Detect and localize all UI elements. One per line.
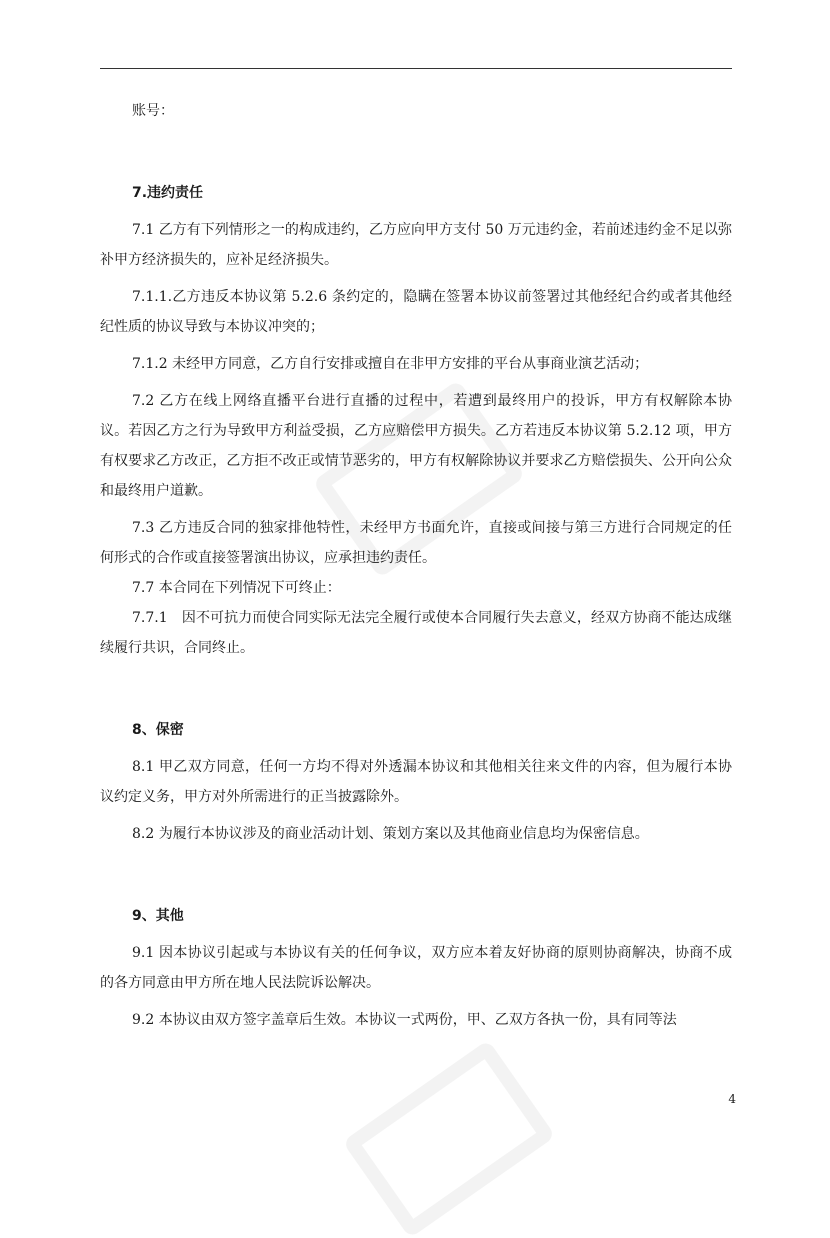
clause-7-2: 7.2 乙方在线上网络直播平台进行直播的过程中，若遭到最终用户的投诉，甲方有权解除本协议。若因乙方之行为导致甲方利益受损，乙方应赔偿甲方损失。乙方若违反本协议第 5.2.12 项，甲方有权要求乙方改正，乙方拒不改正或情节恶劣的，甲方有权解除协议并要求乙方赔偿损失、公开向公众和最终用户道歉。 [100, 393, 732, 499]
clause-9-2: 9.2 本协议由双方签字盖章后生效。本协议一式两份，甲、乙双方各执一份，具有同等法 [132, 1012, 677, 1028]
section-heading-7: 7.违约责任 [132, 185, 204, 201]
clause-7-1-2: 7.1.2 未经甲方同意，乙方自行安排或擅自在非甲方安排的平台从事商业演艺活动； [132, 356, 649, 372]
clause-7-3: 7.3 乙方违反合同的独家排他特性，未经甲方书面允许，直接或间接与第三方进行合同规定的任何形式的合作或直接签署演出协议，应承担违约责任。 [100, 520, 732, 566]
clause-7-7: 7.7 本合同在下列情况下可终止： [132, 580, 341, 596]
clause-7-7-1: 7.7.1 因不可抗力而使合同实际无法完全履行或使本合同履行失去意义，经双方协商不能达成继续履行共识，合同终止。 [100, 610, 732, 656]
clause-9-1: 9.1 因本协议引起或与本协议有关的任何争议，双方应本着友好协商的原则协商解决，协商不成的各方同意由甲方所在地人民法院诉讼解决。 [100, 945, 732, 991]
clause-8-2: 8.2 为履行本协议涉及的商业活动计划、策划方案以及其他商业信息均为保密信息。 [132, 826, 649, 842]
page-number: 4 [728, 1092, 736, 1106]
clause-7-1-1: 7.1.1.乙方违反本协议第 5.2.6 条约定的，隐瞒在签署本协议前签署过其他经纪合约或者其他经纪性质的协议导致与本协议冲突的； [100, 289, 732, 335]
section-heading-8: 8、保密 [132, 722, 184, 738]
clause-8-1: 8.1 甲乙双方同意，任何一方均不得对外透漏本协议和其他相关往来文件的内容，但为履行本协议约定义务，甲方对外所需进行的正当披露除外。 [100, 759, 732, 805]
watermark-stamp [342, 1040, 555, 1238]
document-body [100, 96, 732, 1035]
section-heading-9: 9、其他 [132, 908, 184, 924]
header-rule [100, 68, 732, 69]
account-label: 账号： [132, 103, 174, 119]
clause-7-1: 7.1 乙方有下列情形之一的构成违约，乙方应向甲方支付 50 万元违约金，若前述违约金不足以弥补甲方经济损失的，应补足经济损失。 [100, 222, 732, 268]
